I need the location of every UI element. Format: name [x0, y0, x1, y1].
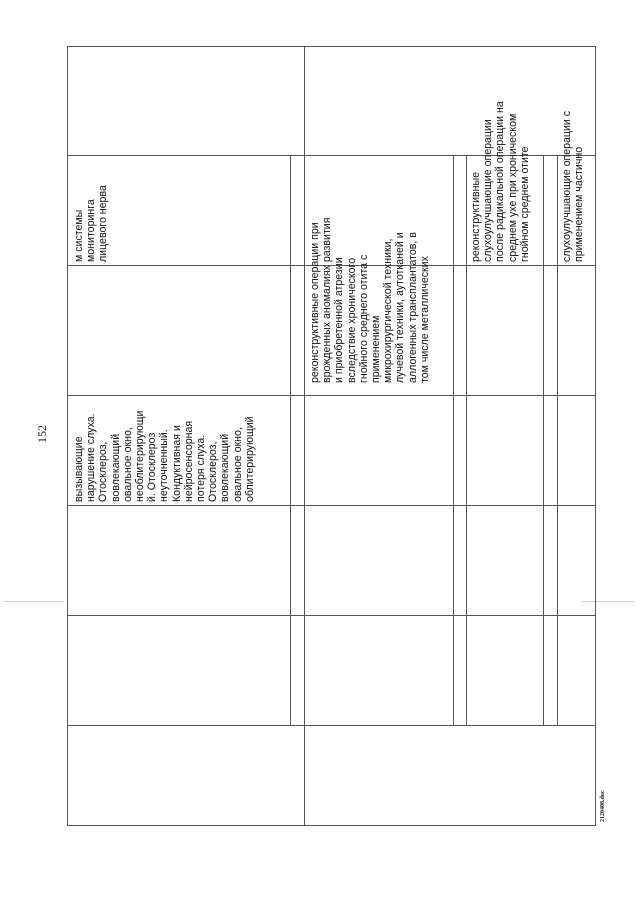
method-cell-text: м системы мониторинга лицевого нерва — [73, 185, 110, 262]
diagnosis-cell-text: вызывающие нарушение слуха. Отосклероз, вовлекающий овальное окно, необлитерирующи й. Отосклероз неуточненный. Кондуктивная и нейросенсорная потеря слуха. Отосклероз, вовлекающий овальное окно, облитерирующий — [73, 410, 256, 502]
treatment-cell-1: реконструктивные операции при врожденных аномалиях развития и приобретенной атрезии вследствие хронического гнойного среднего отита с применением микрохирургической техники, лучевой техники, аутотканей и аллогенных трансплантатов, в том числе металлических — [309, 217, 431, 383]
treatment-cell-3: слухоулучшающие операции с применением частично — [561, 110, 586, 262]
scan-artifact-left — [4, 601, 64, 602]
document-filename: 2120408.doc — [600, 790, 606, 822]
treatment-cell-2: реконструктивные слухоулучшающие операции после радикальной операции на среднем ухе при хроническом гнойном среднем отите — [470, 101, 531, 262]
scan-artifact-right — [582, 601, 634, 602]
page-number: 152 — [35, 425, 49, 443]
